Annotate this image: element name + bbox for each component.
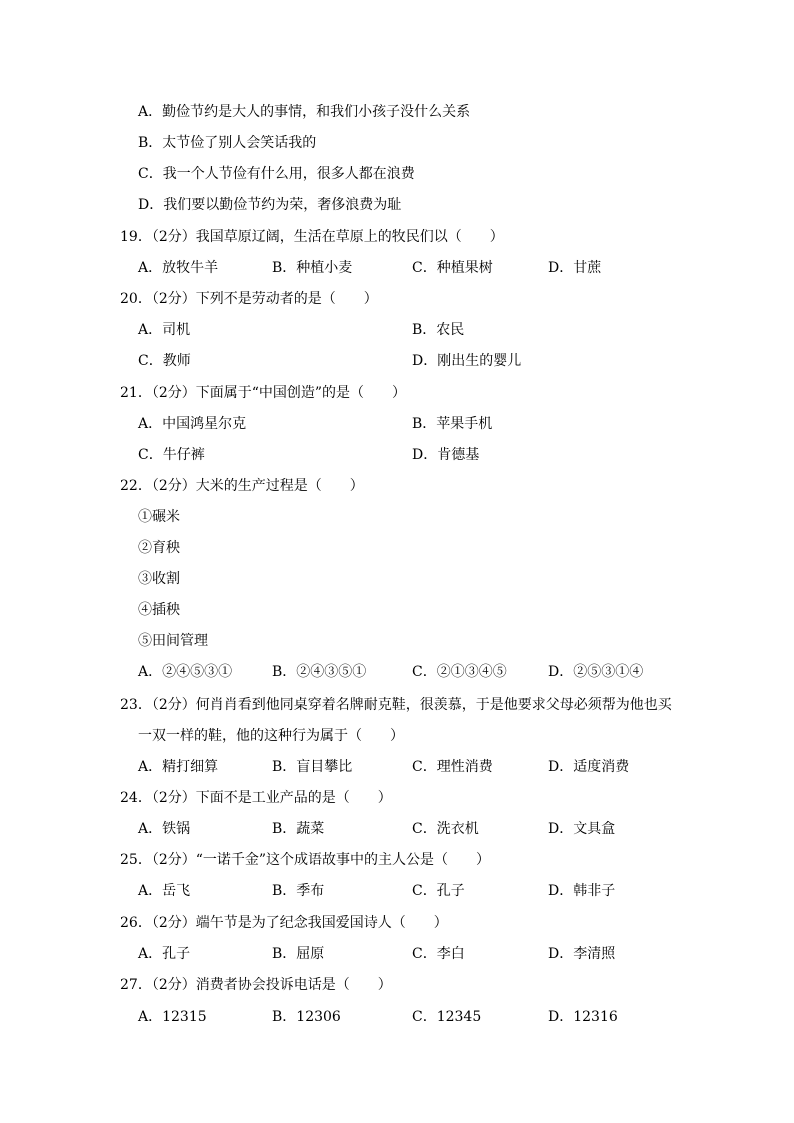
q24-option-d: D．文具盒 bbox=[548, 821, 616, 837]
q22-item-2: ②育秧 bbox=[138, 540, 180, 556]
q19-option-c: C．种植果树 bbox=[412, 260, 493, 276]
q26-option-c: C．李白 bbox=[412, 946, 465, 962]
q26-option-a: A．孔子 bbox=[138, 946, 191, 962]
q21-stem: 21．（2分）下面属于“中国创造”的是（ ） bbox=[120, 385, 407, 401]
q27-option-b: B．12306 bbox=[272, 1009, 341, 1025]
q26-option-d: D．李清照 bbox=[548, 946, 616, 962]
q23-option-c: C．理性消费 bbox=[412, 759, 493, 775]
q24-option-c: C．洗衣机 bbox=[412, 821, 479, 837]
q24-option-a: A．铁锅 bbox=[138, 821, 191, 837]
q22-item-3: ③收割 bbox=[138, 571, 180, 587]
q22-item-1: ①碾米 bbox=[138, 509, 180, 525]
q23-option-b: B．盲目攀比 bbox=[272, 759, 353, 775]
q25-option-a: A．岳飞 bbox=[138, 883, 191, 899]
q27-option-c: C．12345 bbox=[412, 1009, 482, 1025]
q20-stem: 20．（2分）下列不是劳动者的是（ ） bbox=[120, 291, 378, 307]
q22-option-b: B．②④③⑤① bbox=[272, 664, 367, 680]
q25-option-b: B．季布 bbox=[272, 883, 325, 899]
q22-option-d: D．②⑤③①④ bbox=[548, 664, 644, 680]
q19-option-d: D．甘蔗 bbox=[548, 260, 602, 276]
q23-option-d: D．适度消费 bbox=[548, 759, 630, 775]
q21-option-b: B．苹果手机 bbox=[412, 416, 493, 432]
q25-option-c: C．孔子 bbox=[412, 883, 465, 899]
q23-stem-line2: 一双一样的鞋，他的这种行为属于（ ） bbox=[138, 728, 404, 744]
q22-stem: 22．（2分）大米的生产过程是（ ） bbox=[120, 478, 364, 494]
q22-item-5: ⑤田间管理 bbox=[138, 633, 208, 649]
q27-stem: 27．（2分）消费者协会投诉电话是（ ） bbox=[120, 977, 392, 993]
q18-option-a: A．勤俭节约是大人的事情，和我们小孩子没什么关系 bbox=[138, 104, 471, 120]
q27-option-a: A．12315 bbox=[138, 1009, 207, 1025]
q24-stem: 24．（2分）下面不是工业产品的是（ ） bbox=[120, 790, 392, 806]
q20-option-b: B．农民 bbox=[412, 322, 465, 338]
q18-option-c: C．我一个人节俭有什么用，很多人都在浪费 bbox=[138, 166, 415, 182]
q26-option-b: B．屈原 bbox=[272, 946, 325, 962]
q26-stem: 26．（2分）端午节是为了纪念我国爱国诗人（ ） bbox=[120, 915, 448, 931]
q21-option-d: D．肯德基 bbox=[412, 447, 480, 463]
q20-option-a: A．司机 bbox=[138, 322, 191, 338]
q23-stem-line1: 23．（2分）何肖肖看到他同桌穿着名牌耐克鞋，很羡慕，于是他要求父母必须帮为他也买 bbox=[120, 697, 672, 713]
q22-option-c: C．②①③④⑤ bbox=[412, 664, 507, 680]
q22-option-a: A．②④⑤③① bbox=[138, 664, 233, 680]
q25-stem: 25．（2分）“一诺千金”这个成语故事中的主人公是（ ） bbox=[120, 852, 491, 868]
q18-option-b: B．太节俭了别人会笑话我的 bbox=[138, 135, 317, 151]
q19-option-a: A．放牧牛羊 bbox=[138, 260, 219, 276]
q22-item-4: ④插秧 bbox=[138, 602, 180, 618]
q21-option-c: C．牛仔裤 bbox=[138, 447, 205, 463]
q25-option-d: D．韩非子 bbox=[548, 883, 616, 899]
q20-option-c: C．教师 bbox=[138, 353, 191, 369]
q24-option-b: B．蔬菜 bbox=[272, 821, 325, 837]
q19-option-b: B．种植小麦 bbox=[272, 260, 353, 276]
q19-stem: 19．（2分）我国草原辽阔，生活在草原上的牧民们以（ ） bbox=[120, 229, 504, 245]
q27-option-d: D．12316 bbox=[548, 1009, 618, 1025]
q20-option-d: D．刚出生的婴儿 bbox=[412, 353, 522, 369]
q23-option-a: A．精打细算 bbox=[138, 759, 219, 775]
q18-option-d: D．我们要以勤俭节约为荣，奢侈浪费为耻 bbox=[138, 197, 402, 213]
q21-option-a: A．中国鸿星尔克 bbox=[138, 416, 247, 432]
